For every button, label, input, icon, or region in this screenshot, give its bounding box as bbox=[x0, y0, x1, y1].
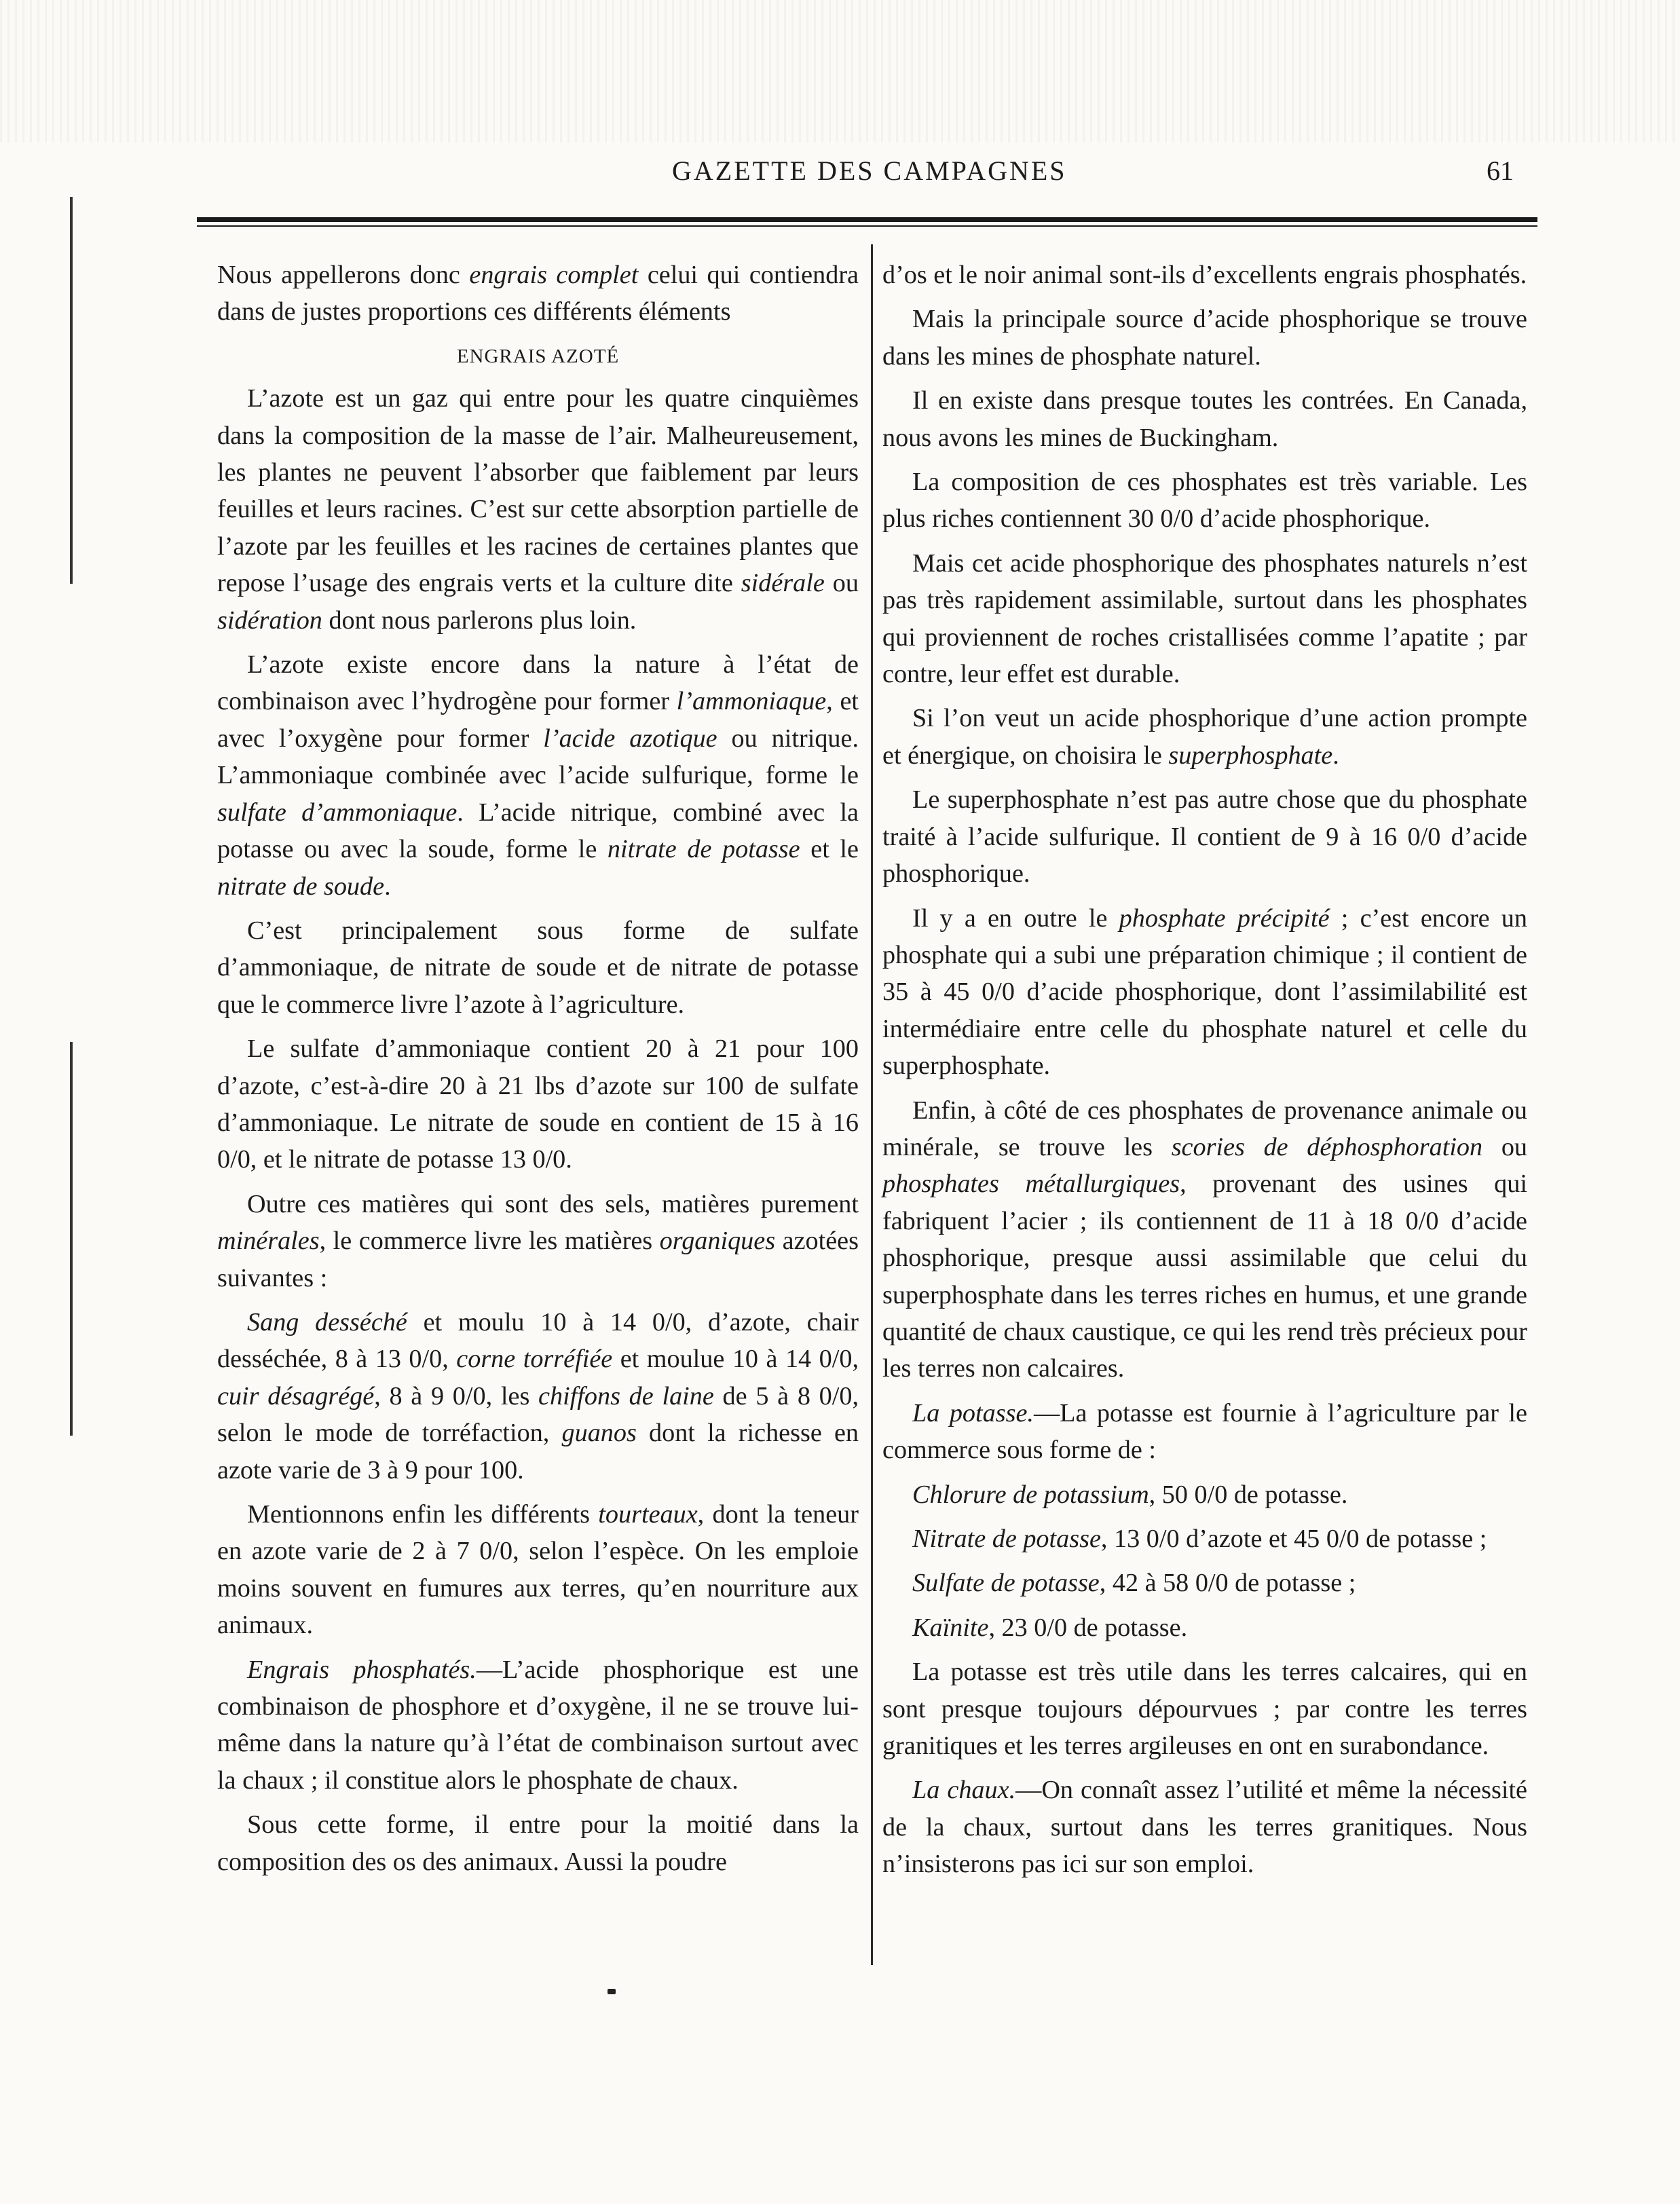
paragraph: Le sulfate d’ammoniaque contient 20 à 21 pour 100 d’azote, c’est-à-dire 20 à 21 lbs d’azote sur 100 de sulfate d’ammoniaque. Le nitrate de soude en contient de 15 à 16 0/0, et le nitrate de potasse 13 0/0. bbox=[217, 1034, 859, 1174]
paragraph: Enfin, à côté de ces phosphates de provenance animale ou minérale, se trouve les scories de déphosphoration ou phosphates métallurgiques, provenant des usines qui fabriquent l’acier ; ils contiennent de 11 à 18 0/0 d’acide phosphorique, presque aussi assimilable que celui du superphosphate dans les terres riches en humus, et une grande quantité de chaux caustique, ce qui les rend très précieux pour les terres non calcaires. bbox=[882, 1096, 1528, 1383]
paragraph: La potasse est très utile dans les terres calcaires, qui en sont presque toujours dépourvues ; par contre les terres granitiques et les terres argileuses en ont en surabondance. bbox=[882, 1658, 1527, 1761]
paragraph: Sulfate de potasse, 42 à 58 0/0 de potasse ; bbox=[912, 1569, 1356, 1598]
paragraph: Si l’on veut un acide phosphorique d’une action prompte et énergique, on choisira le superphosphate. bbox=[882, 704, 1527, 770]
paragraph: d’os et le noir animal sont-ils d’excellents engrais phosphatés. bbox=[882, 261, 1527, 289]
paragraph: Sang desséché et moulu 10 à 14 0/0, d’azote, chair desséchée, 8 à 13 0/0, corne torréfiée et moulue 10 à 14 0/0, cuir désagrégé, 8 à 9 0/0, les chiffons de laine de 5 à 8 0/0, selon le mode de torréfaction, guanos dont la richesse en azote varie de 3 à 9 pour 100. bbox=[217, 1307, 859, 1484]
paragraph: La chaux.—On connaît assez l’utilité et même la nécessité de la chaux, surtout dans les terres granitiques. Nous n’insisterons pas ici sur son emploi. bbox=[882, 1776, 1527, 1879]
paragraph: La potasse.—La potasse est fournie à l’agriculture par le commerce sous forme de : bbox=[882, 1398, 1527, 1465]
paragraph: L’azote existe encore dans la nature à l’état de combinaison avec l’hydrogène pour former l’ammoniaque, et avec l’oxygène pour former l’acide azotique ou nitrique. L’ammoniaque combinée avec l’acide sulfurique, forme le sulfate d’ammoniaque. L’acide nitrique, combiné avec la potasse ou avec la soude, forme le nitrate de potasse et le nitrate de soude. bbox=[217, 650, 859, 901]
scan-speckle bbox=[0, 0, 1680, 143]
margin-bar-upper bbox=[70, 197, 73, 584]
paragraph: Le superphosphate n’est pas autre chose que du phosphate traité à l’acide sulfurique. Il contient de 9 à 16 0/0 d’acide phosphorique. bbox=[882, 785, 1527, 889]
paragraph: Mais la principale source d’acide phosphorique se trouve dans les mines de phosphate naturel. bbox=[882, 305, 1527, 371]
paragraph: Chlorure de potassium, 50 0/0 de potasse. bbox=[912, 1480, 1348, 1509]
paragraph: Il y a en outre le phosphate précipité ; c’est encore un phosphate qui a subi une préparation chimique ; il contient de 35 à 45 0/0 d’acide phosphorique, dont l’assimilabilité est intermédiaire entre celle du phosphate naturel et celle du superphosphate. bbox=[882, 903, 1527, 1081]
paragraph: Sous cette forme, il entre pour la moitié dans la composition des os des animaux. Aussi la poudre bbox=[217, 1810, 859, 1876]
page-header bbox=[183, 155, 1514, 195]
paragraph: L’azote est un gaz qui entre pour les quatre cinquièmes dans la composition de la masse de l’air. Malheureusement, les plantes ne peuvent l’absorber que faiblement par leurs feuilles et leurs racines. C’est sur cette absorption partielle de l’azote par les feuilles et les racines de certaines plantes que repose l’usage des engrais verts et la culture dite sidérale ou sidération dont nous parlerons plus loin. bbox=[217, 384, 859, 635]
paragraph: Nous appellerons donc engrais complet celui qui contiendra dans de justes proportions ces différents éléments bbox=[217, 261, 859, 326]
paragraph: Nitrate de potasse, 13 0/0 d’azote et 45 0/0 de potasse ; bbox=[912, 1525, 1487, 1553]
paragraph: Mentionnons enfin les différents tourteaux, dont la teneur en azote varie de 2 à 7 0/0, selon l’espèce. On les emploie moins souvent en fumures aux terres, qu’en nourriture aux animaux. bbox=[217, 1500, 859, 1640]
header-rule-thick bbox=[197, 217, 1537, 222]
header-rule-thin bbox=[197, 225, 1537, 227]
paragraph: Mais cet acide phosphorique des phosphates naturels n’est pas très rapidement assimilable, surtout dans les phosphates qui proviennent de roches cristallisées comme l’apatite ; par contre, leur effet est durable. bbox=[882, 548, 1527, 689]
paragraph: Kaïnite, 23 0/0 de potasse. bbox=[912, 1613, 1188, 1642]
paragraph: La composition de ces phosphates est très variable. Les plus riches contiennent 30 0/0 d’acide phosphorique. bbox=[882, 468, 1527, 534]
paragraph: Engrais phosphatés.—L’acide phosphorique est une combinaison de phosphore et d’oxygène, il ne se trouve lui-même dans la nature qu’à l’état de combinaison surtout avec la chaux ; il constitue alors le phosphate de chaux. bbox=[217, 1655, 859, 1795]
left-column bbox=[217, 257, 859, 1888]
paragraph: Outre ces matières qui sont des sels, matières purement minérales, le commerce livre les matières organiques azotées suivantes : bbox=[217, 1189, 859, 1292]
ink-smudge bbox=[608, 1989, 616, 1994]
paragraph: Il en existe dans presque toutes les contrées. En Canada, nous avons les mines de Buckingham. bbox=[882, 386, 1527, 452]
column-divider bbox=[871, 244, 873, 1965]
page-number: 61 bbox=[1487, 155, 1514, 186]
margin-bar-lower bbox=[70, 1042, 73, 1436]
section-heading: ENGRAIS AZOTÉ bbox=[456, 345, 620, 367]
running-title: GAZETTE DES CAMPAGNES bbox=[672, 155, 1067, 186]
right-column bbox=[882, 257, 1527, 1890]
paragraph: C’est principalement sous forme de sulfate d’ammoniaque, de nitrate de soude et de nitrate de potasse que le commerce livre l’azote à l’agriculture. bbox=[217, 916, 859, 1019]
